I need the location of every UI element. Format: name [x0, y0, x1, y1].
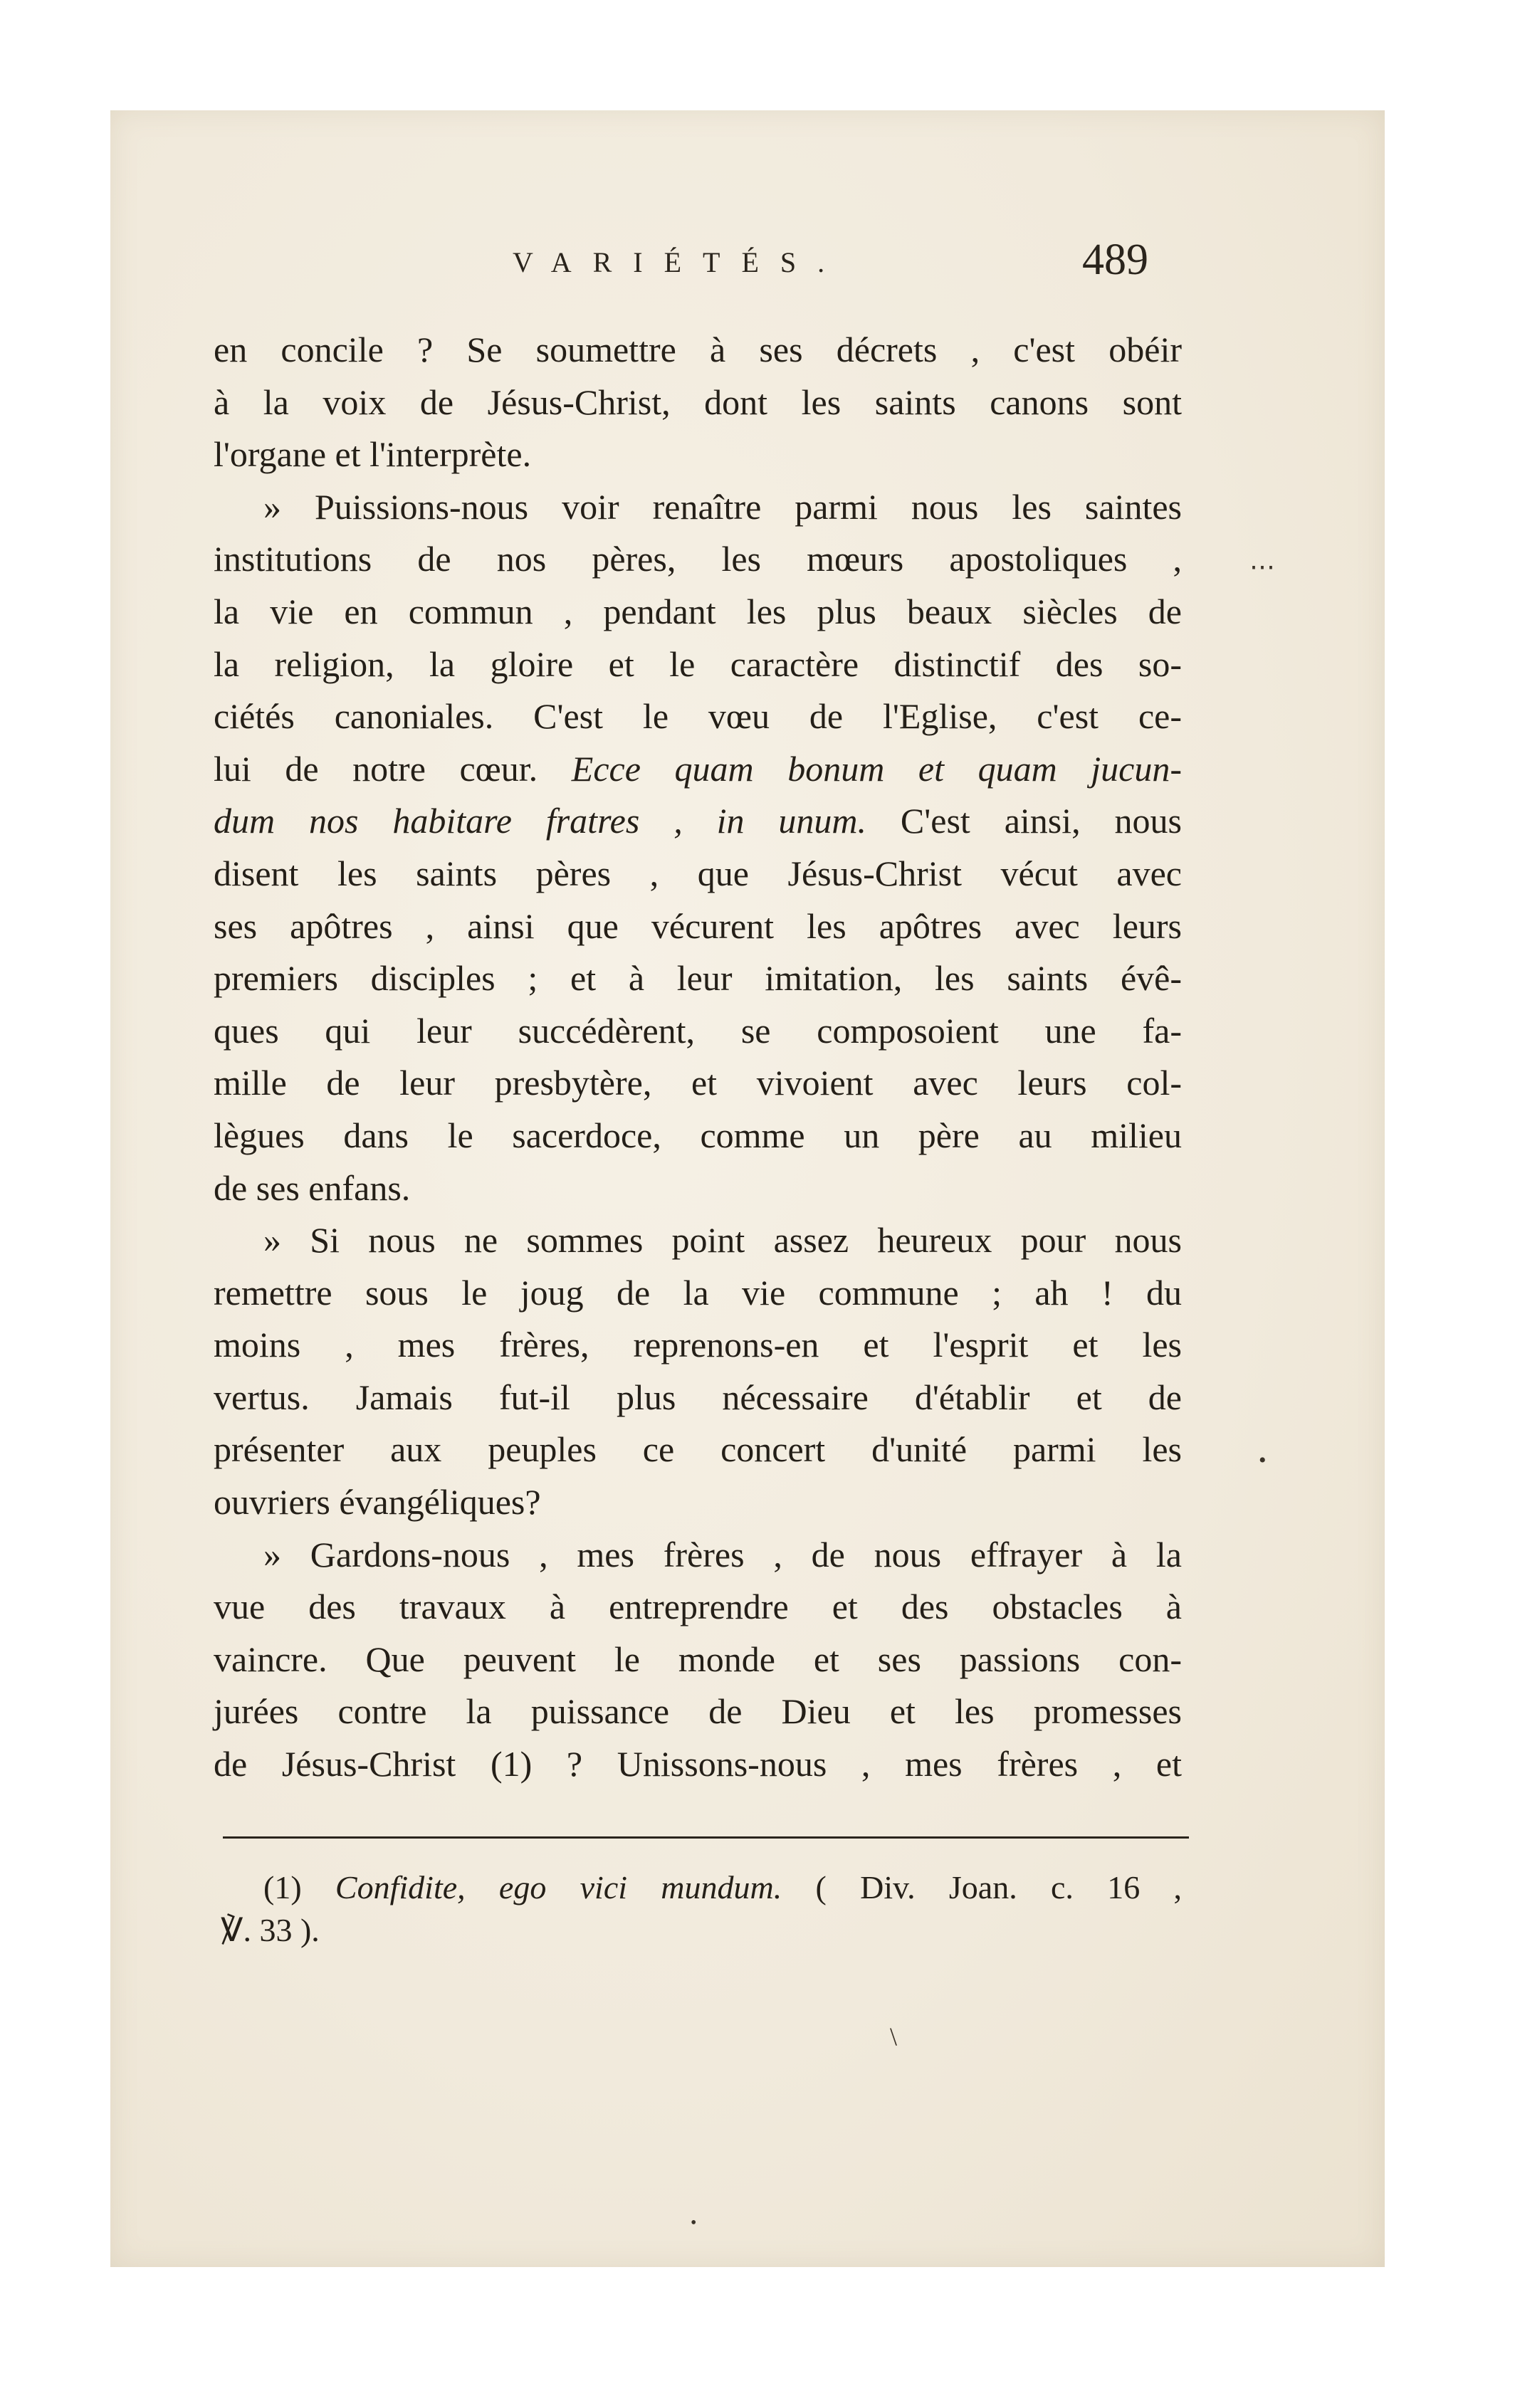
footnote-line: [221, 1909, 1182, 1952]
text-line: mille de leur presbytère, et vivoient avec leurs col-: [214, 1063, 1182, 1103]
text-line: » Gardons-nous , mes frères , de nous effrayer à la: [263, 1534, 1182, 1574]
text-line: vaincre. Que peuvent le monde et ses passions con-: [214, 1639, 1182, 1679]
text-line: remettre sous le joug de la vie commune ; ah ! du: [214, 1272, 1182, 1313]
text-line: à la voix de Jésus-Christ, dont les saints canons sont: [214, 382, 1182, 422]
page-number: 489: [1082, 236, 1148, 284]
text-line: institutions de nos pères, les mœurs apostoliques ,: [214, 539, 1182, 579]
footnote-marker: (1): [263, 1869, 302, 1905]
text-line: ouvriers évangéliques?: [214, 1482, 541, 1523]
footnote-verse: ℣. 33 ).: [221, 1912, 320, 1948]
text-line: l'organe et l'interprète.: [214, 434, 532, 475]
text-line: [214, 795, 1182, 848]
text-line: de Jésus-Christ (1) ? Unissons-nous , mes frères , et: [214, 1744, 1182, 1784]
text-line: de ses enfans.: [214, 1167, 411, 1208]
ink-speck: •: [691, 2214, 697, 2232]
ink-speck: ⋯: [1249, 552, 1275, 581]
text-line: vue des travaux à entreprendre et des obstacles à: [214, 1587, 1182, 1627]
text-line: ques qui leur succédèrent, se composoient une fa-: [214, 1010, 1182, 1051]
text-line: présenter aux peuples ce concert d'unité parmi les: [214, 1429, 1182, 1470]
text-line: en concile ? Se soumettre à ses décrets , c'est obéir: [214, 330, 1182, 369]
text-line: premiers disciples ; et à leur imitation, les saints évê-: [214, 958, 1182, 999]
text-line: disent les saints pères , que Jésus-Christ vécut avec: [214, 853, 1182, 893]
footnote-latin: Confidite, ego vici mundum.: [335, 1869, 782, 1905]
footnote: [221, 1866, 1182, 1952]
text-segment: lui de notre cœur.: [214, 748, 538, 789]
text-line: jurées contre la puissance de Dieu et les promesses: [214, 1691, 1182, 1732]
footnote-divider: [223, 1836, 1189, 1839]
text-line: » Puissions-nous voir renaître parmi nous les saintes: [263, 486, 1182, 527]
text-line: moins , mes frères, reprenons-en et l'esprit et les: [214, 1325, 1182, 1365]
text-line: » Si nous ne sommes point assez heureux pour nous: [263, 1220, 1182, 1261]
text-line: [214, 743, 1182, 796]
text-line: ciétés canoniales. C'est le vœu de l'Eglise, c'est ce-: [214, 696, 1182, 737]
ink-speck: •: [1259, 1449, 1267, 1472]
text-line: la religion, la gloire et le caractère distinctif des so-: [214, 643, 1182, 684]
latin-quote: dum nos habitare fratres , in unum.: [214, 801, 867, 841]
footnote-reference: ( Div. Joan. c. 16 ,: [815, 1869, 1182, 1905]
text-line: la vie en commun , pendant les plus beaux siècles de: [214, 591, 1182, 631]
text-line: ses apôtres , ainsi que vécurent les apôtres avec leurs: [214, 905, 1182, 946]
text-line: lègues dans le sacerdoce, comme un père au milieu: [214, 1115, 1182, 1155]
footnote-line: [263, 1866, 1182, 1909]
ink-speck: \: [890, 2022, 898, 2051]
body-text: [214, 324, 1182, 1791]
latin-quote: Ecce quam bonum et quam jucun-: [571, 748, 1183, 789]
text-segment: C'est ainsi, nous: [900, 801, 1183, 841]
text-line: vertus. Jamais fut-il plus nécessaire d'établir et de: [214, 1377, 1182, 1417]
running-head: VARIÉTÉS.: [513, 246, 846, 278]
